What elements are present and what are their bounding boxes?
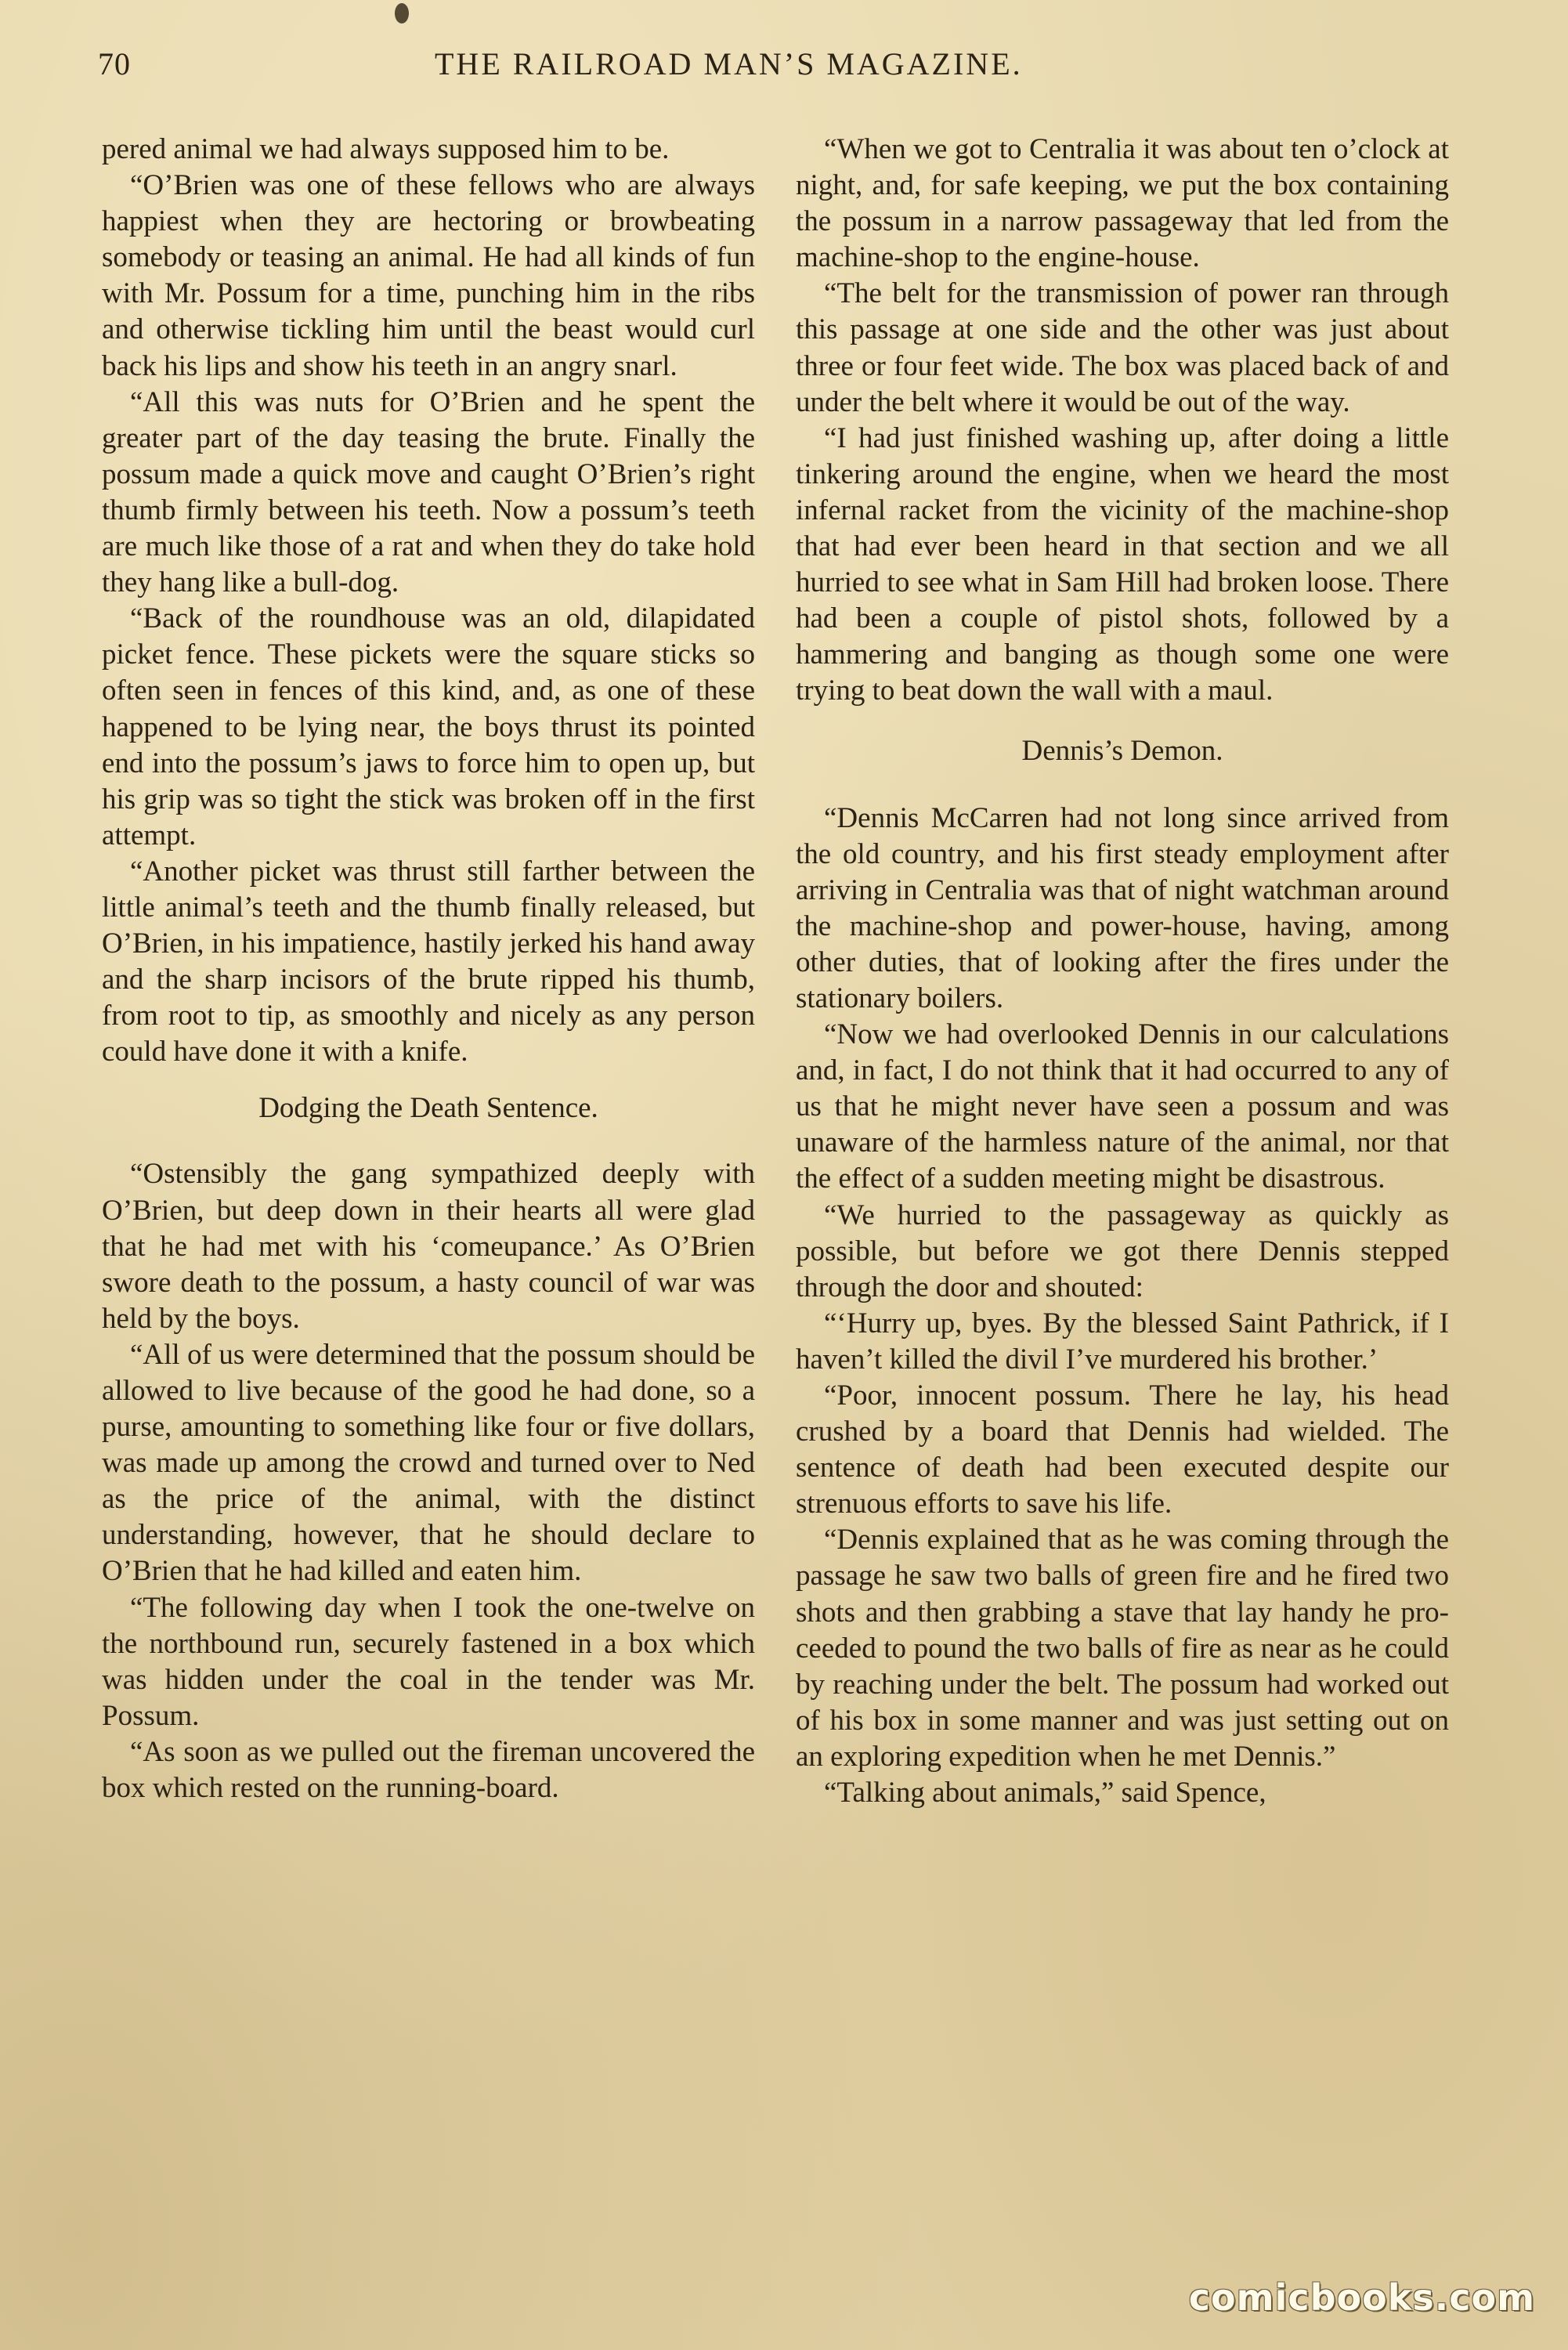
paragraph: “O’Brien was one of these fellows who are always happiest when they are hectoring or browbeating somebody or teasing an animal. He had all kinds of fun with Mr. Possum for a time, punching him in the ribs and otherwise tickling him until the beast would curl back his lips and show his teeth in an angry snarl. — [102, 169, 755, 382]
paragraph: “Another picket was thrust still farther between the little animal’s teeth and the thumb finally released, but O’Brien, in his impatience, hastily jerked his hand away and the sharp incisors of the brute ripped his thumb, from root to tip, as smoothly and nicely as any person could have done it with a knife. — [102, 855, 755, 1068]
paragraph: “All of us were determined that the possum should be allowed to live because of the good he had done, so a purse, amounting to something like four or five dollars, was made up among the crowd and turned over to Ned as the price of the animal, with the distinct understanding, however, that he should declare to O’Brien that he had killed and eaten him. — [102, 1338, 755, 1588]
paragraph: “Poor, innocent possum. There he lay, his head crushed by a board that Dennis had wielded. The sentence of death had been executed despite our strenuous efforts to save his life. — [796, 1379, 1449, 1520]
paragraph: pered animal we had always supposed him to be. — [102, 133, 670, 165]
section-heading: Dodging the Death Sentence. — [258, 1092, 598, 1125]
paragraph: “Ostensibly the gang sympathized deeply with O’Brien, but deep down in their hearts all were glad that he had met with his ‘comeupance.’ As O’Brien swore death to the possum, a hasty council of war was held by the boys. — [102, 1158, 755, 1335]
paragraph: “Dennis McCarren had not long since arrived from the old country, and his first steady employment after arriving in Centralia was that of night watchman around the machine-shop and power-house, having, among other duties, that of looking after the fires under the stationary boilers. — [796, 801, 1449, 1014]
paragraph: “I had just finished washing up, after doing a little tinkering around the engine, when we heard the most infernal racket from the vicinity of the machine-shop that had ever been heard in that section and we all hurried to see what in Sam Hill had broken loose. There had been a couple of pistol shots, followed by a hammering and banging as though some one were trying to beat down the wall with a maul. — [796, 421, 1449, 707]
paragraph: “Talking about animals,” said Spence, — [824, 1777, 1266, 1810]
right-column — [796, 132, 1449, 1811]
running-title: THE RAILROAD MAN’S MAGAZINE. — [435, 46, 1023, 81]
paragraph: “The belt for the transmission of power ran through this passage at one side and the other was just about three or four feet wide. The box was placed back of and under the belt where it would be out of the way. — [796, 277, 1449, 418]
paragraph: “Dennis explained that as he was coming through the passage he saw two balls of green fire and he fired two shots and then grabbing a stave that lay handy he proceeded to pound the two balls of fire as near as he could by reaching under the belt. The possum had worked out of his box in some manner and was just setting out on an exploring expedition when he met Dennis.” — [796, 1524, 1449, 1773]
section-heading: Dennis’s Demon. — [1021, 734, 1223, 767]
paragraph: “When we got to Centralia it was about ten o’clock at night, and, for safe keeping, we put the box containing the possum in a narrow passageway that led from the machine-shop to the engine-house. — [796, 133, 1449, 274]
page-number: 70 — [98, 46, 131, 81]
paragraph: “All this was nuts for O’Brien and he spent the greater part of the day teasing the brute. Finally the possum made a quick move and caught O’Brien’s right thumb firmly between his teeth. Now a possum’s teeth are much like those of a rat and when they do take hold they hang like a bull-dog. — [102, 385, 755, 599]
paragraph: “The following day when I took the one-twelve on the northbound run, securely fastened in a box which was hidden under the coal in the tender was Mr. Possum. — [102, 1591, 755, 1732]
ink-blot — [395, 3, 409, 24]
paragraph: “As soon as we pulled out the fireman uncovered the box which rested on the running-board. — [102, 1735, 755, 1805]
paragraph: “‘Hurry up, byes. By the blessed Saint Pathrick, if I haven’t killed the divil I’ve murdered his brother.’ — [796, 1307, 1449, 1376]
paragraph: “We hurried to the passageway as quickly as possible, but before we got there Dennis stepped through the door and shouted: — [796, 1198, 1449, 1303]
watermark: comicbooks.com — [1188, 2276, 1535, 2319]
paragraph: “Now we had overlooked Dennis in our calculations and, in fact, I do not think that it had occurred to any of us that he might never have seen a possum and was unaware of the harmless nature of the animal, nor that the effect of a sudden meeting might be disastrous. — [796, 1018, 1449, 1195]
paragraph: “Back of the roundhouse was an old, dilapidated picket fence. These pickets were the square sticks so often seen in fences of this kind, and, as one of these happened to be lying near, the boys thrust its pointed end into the possum’s jaws to force him to open up, but his grip was so tight the stick was broken off in the first attempt. — [102, 602, 755, 851]
left-column — [102, 132, 755, 1806]
page-header — [98, 45, 1508, 92]
